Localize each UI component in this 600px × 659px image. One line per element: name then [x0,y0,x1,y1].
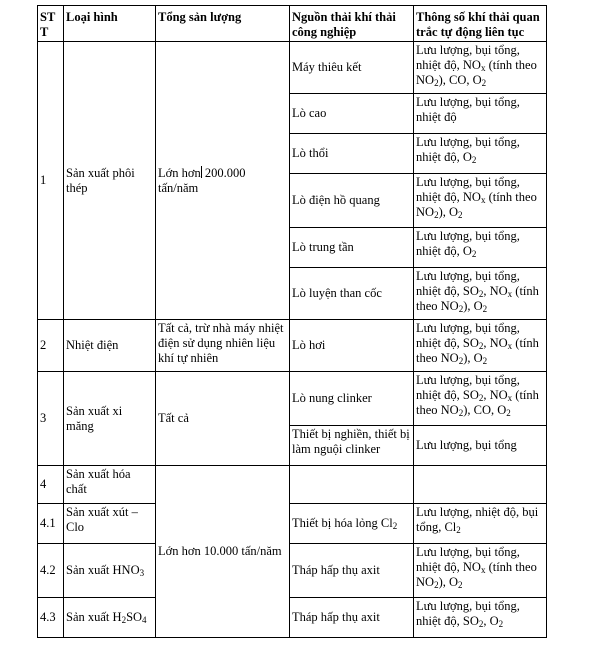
header-params: Thông số khí thải quan trắc tự động liên tục [414,6,547,42]
header-source: Nguồn thải khí thải công nghiệp [290,6,414,42]
params-cell: Lưu lượng, bụi tổng, nhiệt độ, $SO_2$, $O_2$ [414,598,547,638]
stt-cell: 2 [38,320,64,372]
header-stt: STT [38,6,64,42]
output-cell: Tất cả [156,372,290,466]
table-row [38,544,547,598]
params-cell: Lưu lượng, bụi tổng, nhiệt độ, $SO_2$, $NO_x$ (tính theo $NO_2$), $O_2$ [414,320,547,372]
source-cell: Lò thổi [290,134,414,174]
source-cell: Máy thiêu kết [290,42,414,94]
table-row [38,42,547,94]
params-cell [414,466,547,504]
params-cell: Lưu lượng, bụi tổng, nhiệt độ [414,94,547,134]
type-cell: Sản xuất phôi thép [64,42,156,320]
table-row [38,504,547,544]
type-cell: Sản xuất $H_2SO_4$ [64,598,156,638]
params-cell: Lưu lượng, bụi tổng, nhiệt độ, $O_2$ [414,134,547,174]
type-cell: Sản xuất hóa chất [64,466,156,504]
params-cell: Lưu lượng, bụi tổng, nhiệt độ, $SO_2$, $NO_x$ (tính theo $NO_2$), CO, $O_2$ [414,372,547,426]
output-cell: Tất cả, trừ nhà máy nhiệt điện sử dụng nhiên liệu khí tự nhiên [156,320,290,372]
stt-cell: 1 [38,42,64,320]
stt-cell: 4.3 [38,598,64,638]
params-cell: Lưu lượng, bụi tổng, nhiệt độ, $O_2$ [414,228,547,268]
source-cell: Tháp hấp thụ axit [290,598,414,638]
source-cell: Lò luyện than cốc [290,268,414,320]
stt-cell: 4.2 [38,544,64,598]
emission-monitoring-table [37,5,547,638]
table-row [38,466,547,504]
header-row [38,6,547,42]
header-output: Tổng sản lượng [156,6,290,42]
source-cell [290,466,414,504]
stt-cell: 3 [38,372,64,466]
params-cell: Lưu lượng, nhiệt độ, bụi tổng, $Cl_2$ [414,504,547,544]
params-cell: Lưu lượng, bụi tổng, nhiệt độ, $NO_x$ (tính theo $NO_2$), $O_2$ [414,544,547,598]
stt-cell: 4 [38,466,64,504]
output-cell: Lớn hơn 200.000 tấn/năm [156,42,290,320]
table-row [38,320,547,372]
type-cell: Nhiệt điện [64,320,156,372]
source-cell: Lò điện hồ quang [290,174,414,228]
header-type: Loại hình [64,6,156,42]
source-cell: Lò nung clinker [290,372,414,426]
source-cell: Thiết bị nghiền, thiết bị làm nguội clinker [290,426,414,466]
source-cell: Lò hơi [290,320,414,372]
params-cell: Lưu lượng, bụi tổng [414,426,547,466]
source-cell: Lò trung tần [290,228,414,268]
source-cell: Thiết bị hóa lỏng $Cl_2$ [290,504,414,544]
output-cell: Lớn hơn 10.000 tấn/năm [156,466,290,638]
table-row [38,598,547,638]
params-cell: Lưu lượng, bụi tổng, nhiệt độ, $SO_2$, $NO_x$ (tính theo $NO_2$), $O_2$ [414,268,547,320]
source-cell: Lò cao [290,94,414,134]
table-row [38,372,547,426]
type-cell: Sản xuất $HNO_3$ [64,544,156,598]
type-cell: Sản xuất xi măng [64,372,156,466]
params-cell: Lưu lượng, bụi tổng, nhiệt độ, $NO_x$ (tính theo $NO_2$), CO, $O_2$ [414,42,547,94]
type-cell: Sản xuất xút – Clo [64,504,156,544]
source-cell: Tháp hấp thụ axit [290,544,414,598]
params-cell: Lưu lượng, bụi tổng, nhiệt độ, $NO_x$ (tính theo $NO_2$), $O_2$ [414,174,547,228]
stt-cell: 4.1 [38,504,64,544]
